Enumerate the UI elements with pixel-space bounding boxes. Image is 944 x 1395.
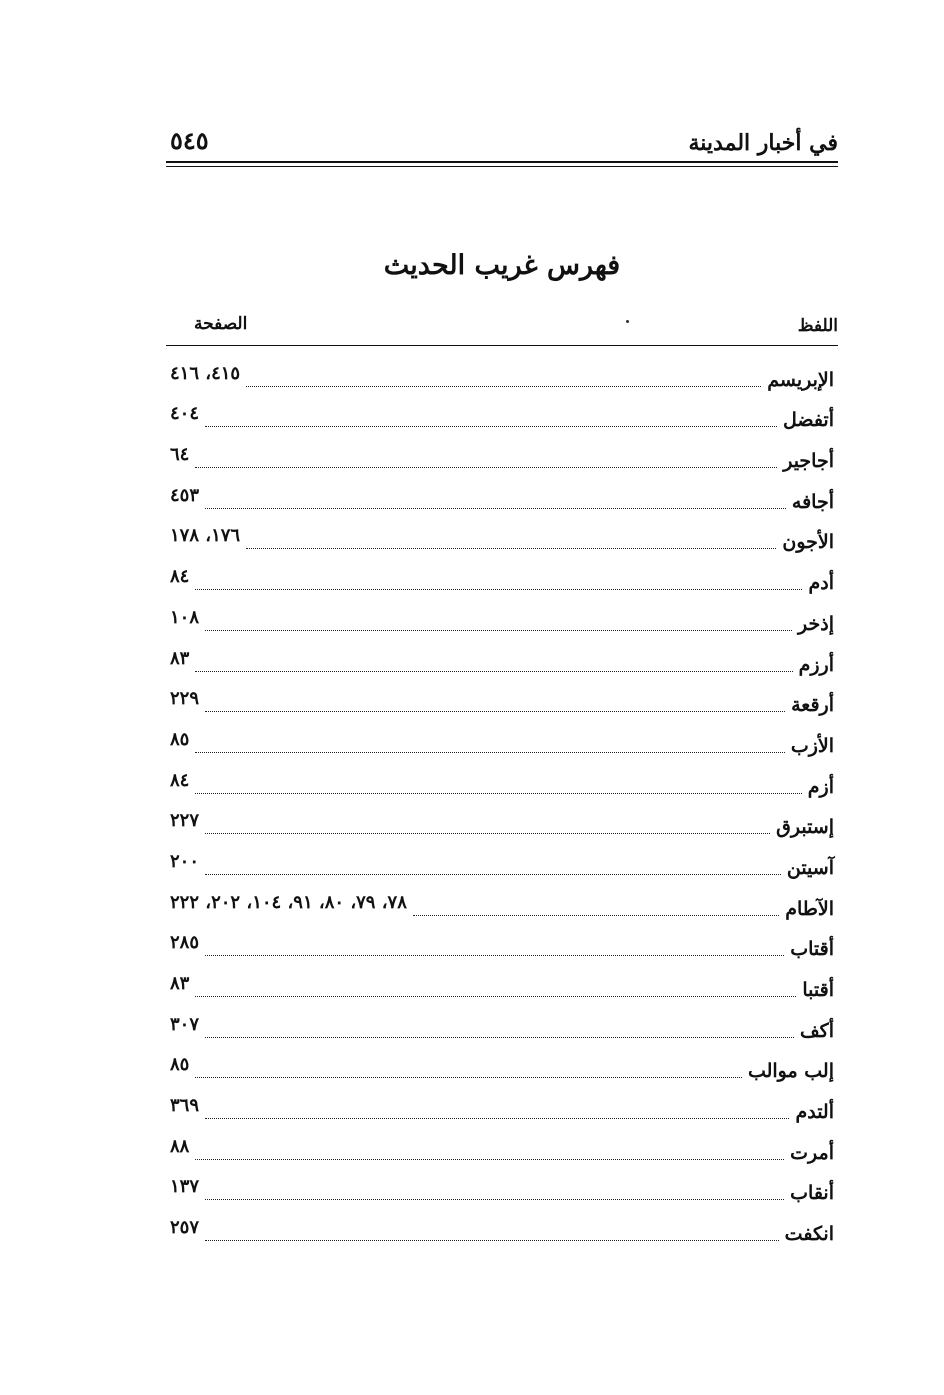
index-entry	[166, 1127, 834, 1168]
entry-pages: ٨٣	[170, 647, 190, 669]
entry-pages: ٤٠٤	[170, 403, 200, 425]
entry-word: أجاجير	[783, 450, 834, 473]
dot-leader	[205, 508, 786, 509]
book-title: في أخبار المدينة	[688, 130, 838, 156]
entry-word: إلب موالب	[747, 1060, 834, 1083]
index-entry	[166, 883, 834, 924]
index-entry	[166, 1046, 834, 1087]
index-title: فهرس غريب الحديث	[383, 250, 621, 281]
dot-leader	[246, 548, 776, 549]
entry-pages: ٢٥٧	[170, 1217, 200, 1239]
dot-leader	[246, 386, 761, 387]
entry-pages: ٨٤	[170, 566, 190, 588]
entry-word: آسيتن	[786, 856, 834, 879]
entry-word: أزم	[807, 775, 834, 798]
entry-word: الأجون	[782, 531, 834, 554]
dot-leader	[205, 1118, 789, 1119]
dot-leader	[195, 589, 802, 590]
index-entry	[166, 476, 834, 517]
dot-leader	[195, 1159, 784, 1160]
index-entry	[166, 435, 834, 476]
entry-pages: ٤١٥، ٤١٦	[170, 362, 241, 384]
dot-leader	[195, 752, 784, 753]
entry-pages: ٦٤	[170, 444, 190, 466]
entry-pages: ٨٤	[170, 769, 190, 791]
index-entry	[166, 1005, 834, 1046]
column-header-word: اللفظ	[797, 316, 838, 336]
entry-pages: ١٣٧	[170, 1176, 200, 1198]
dot-leader	[205, 874, 781, 875]
entry-pages: ٣٦٩	[170, 1095, 200, 1117]
entry-word: أقتاب	[790, 938, 834, 961]
dot-leader	[205, 1240, 779, 1241]
dot-leader	[205, 711, 785, 712]
entry-word: ألتدم	[795, 1101, 834, 1124]
entry-word: إستبرق	[776, 816, 834, 839]
index-entry	[166, 1168, 834, 1209]
index-entry	[166, 964, 834, 1005]
dot-leader	[195, 793, 801, 794]
index-entry	[166, 720, 834, 761]
entry-pages: ٧٨، ٧٩، ٨٠، ٩١، ١٠٤، ٢٠٢، ٢٢٢	[170, 891, 407, 913]
entry-word: أمرت	[790, 1141, 834, 1164]
entry-word: إذخر	[798, 612, 834, 635]
entry-word: أرزم	[798, 653, 834, 676]
index-entry	[166, 354, 834, 395]
running-head	[166, 124, 838, 164]
dot-leader	[195, 1077, 742, 1078]
entry-word: انكفت	[784, 1223, 834, 1246]
dot-leader	[205, 630, 792, 631]
dot-leader	[205, 1199, 784, 1200]
entry-word: أقتبا	[802, 979, 834, 1001]
index-entry	[166, 557, 834, 598]
entry-word: أدم	[808, 572, 834, 595]
index-entry	[166, 842, 834, 883]
entry-pages: ٨٥	[170, 728, 190, 750]
index-entry	[166, 1208, 834, 1249]
dot-leader	[205, 833, 770, 834]
entry-pages: ٤٥٣	[170, 484, 200, 506]
column-header-rule	[166, 345, 838, 346]
dot-leader	[195, 671, 792, 672]
index-entry	[166, 802, 834, 843]
entry-pages: ٢٠٠	[170, 850, 200, 872]
dot-leader	[413, 915, 779, 916]
header-double-rule	[166, 161, 838, 167]
index-entry	[166, 639, 834, 680]
column-header-page: الصفحة	[194, 314, 248, 334]
entry-pages: ٢٨٥	[170, 932, 200, 954]
entry-pages: ٢٢٧	[170, 810, 200, 832]
entry-word: أكف	[800, 1019, 834, 1042]
entry-word: أرقعة	[791, 694, 834, 717]
entry-word: الآطام	[785, 897, 834, 920]
entry-pages: ١٠٨	[170, 606, 200, 628]
index-entry	[166, 517, 834, 558]
page-number: ٥٤٥	[170, 126, 209, 155]
index-entries	[166, 354, 834, 1249]
entry-word: أتفضل	[782, 409, 834, 432]
entry-word: أجافه	[791, 490, 834, 513]
column-headers	[166, 314, 838, 342]
index-entry	[166, 680, 834, 721]
entry-pages: ١٧٦، ١٧٨	[170, 525, 241, 547]
entry-word: الأزب	[790, 734, 834, 757]
dot-leader	[195, 467, 777, 468]
index-entry	[166, 761, 834, 802]
stray-ink-dot	[626, 320, 629, 323]
entry-pages: ٨٥	[170, 1054, 190, 1076]
entry-pages: ٣٠٧	[170, 1013, 200, 1035]
dot-leader	[205, 955, 784, 956]
dot-leader	[195, 996, 796, 997]
entry-pages: ٨٨	[170, 1135, 190, 1157]
dot-leader	[205, 426, 777, 427]
index-entry	[166, 395, 834, 436]
index-entry	[166, 598, 834, 639]
entry-pages: ٨٣	[170, 973, 190, 994]
entry-pages: ٢٢٩	[170, 688, 200, 710]
index-entry	[166, 924, 834, 965]
dot-leader	[205, 1037, 794, 1038]
entry-word: الإبريسم	[767, 368, 834, 391]
entry-word: أنقاب	[790, 1182, 834, 1205]
index-entry	[166, 1086, 834, 1127]
